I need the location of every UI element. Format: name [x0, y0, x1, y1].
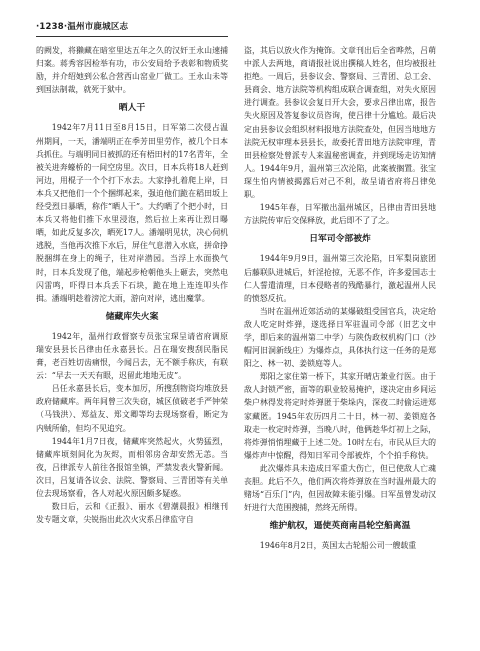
paragraph: 吕任永嘉县长后，变本加厉，所搜刮物资均堆放县政府储藏库。两年间曾三次失窃，城区侦破老手严钟荣（马钱洪）、郑益友、郑文卿等均去现场察看，断定为内贼所偷，但均不见追究。: [36, 384, 228, 433]
left-column: [36, 44, 228, 644]
section-heading: 储藏库失火案: [105, 311, 159, 322]
paragraph: 1944年1月7日夜，储藏库突然起火，火势猛烈，储藏库顷刻间化为灰烬，而相邻房舍却安然无恙。当夜，吕律派专人前往各报馆坐镇，严禁发表火警新闻。次日，吕复请各议会、法院、警察局、三青团等有关单位去现场察看，各人对起火原因颇多疑惑。: [36, 436, 228, 498]
paragraph: 的阙发，将獭藏在暗室里达五年之久的汉奸王永山速捕归案。蒋秀容因检举有功，市公安局给予表彰和物质奖励，并介绍她到公私合营西山窑业厂做工。王永山未等到国法制裁，就死于狱中。: [36, 46, 228, 95]
page-header: ·1238·温州市鹿城区志: [36, 22, 129, 32]
paragraph: 此次爆炸具未造成日军重大伤亡，但已使敌人亡魂丧胆。此后不久，他们两次将炸弹放在当时温州最大的赌场“百乐门”内，但因故障未能引爆。日军虽曾发动汉奸进行大范围搜捕，然终无所得。: [244, 463, 436, 513]
paragraph: 1942年7月11日至8月15日，日军第二次侵占温州期间，一天，潘端明正在季芳田里劳作，被几个日本兵抓住。与端明同日被抓的还有梧田村的17名青年，全被关进奔蠔桥的一间空房里。次日，日本兵将18人赶到河边，用棍子一个个打下水去。大家挣扎着爬上岸，日本兵又把他们一个个捆绑起来，强迫他们跪在稻田坂上经受烈日暴晒，称作“晒人干”。大约晒了个把小时，日本兵又将他们推下水里浸泡，然后拉上来再让烈日曝晒，如此反复多次，晒死17人。潘端明见状，决心伺机逃脱，当他再次推下水后，屏住气息潜入水底，拼命挣脱捆绑在身上的绳子，往对岸潜园。当浮上水面换气时，日本兵发现了他，端起步枪朝他头上砸去，突然电闪雷鸣，吓得日本兵丢下石块，跪在地上连连叩头作揖。潘端明趁着滂沱大雨，游向对岸，逃出魔掌。: [36, 123, 228, 303]
paragraph: 1944年9月9日，温州第三次沦陷，日军梨岗旅团后藤联队进城后，奸淫抢掠，无恶不作，许多爱国志士仁人誓遣清理，日本侵略者的残酷暴行，激起温州人民的愤怒反抗。: [244, 254, 436, 303]
paragraph: 1945年春，日军撤出温州城区，吕律由青田县地方法院传审后交保释放，此后即不了了之。: [244, 203, 436, 226]
header-rule: [36, 36, 228, 37]
section-heading: 维护航权，逼使英商南昌轮空船离温: [269, 521, 411, 532]
paragraph: 当时在温州近郊活动的某爆破组受国官兵，决定给敌人吃定时炸弹，遂选择日军驻温司令部（旧艺文中学，即后来的温州第二中学）与陕伪政权机构门口（沙帽河旧洞新线庄）为爆炸点，具体执行这一任务的是郑阳之、林一初、姜锁庭等人。: [244, 306, 436, 369]
paragraph: 盗，其后以放火作为掩饰。文章刊出后全省哗然，吕萌中派人去两地，商请报社说出撰稿人姓名，但均被报社拒绝。一周后，县参议会、警察局、三青团、总工会、县商会、地方法院等机构组成联合调查组，对失火原因进行调查。县参议会复日开大会，要求吕律出席，报告失火原因及答复参议员咨询，使吕律十分尴尬。最后决定由县参议会组织材料报地方法院查处，但因当地地方法院无权审理本县县长，故委托青田地方法院审理，青田县检察处曾派专人来温秘密调查，并到现场走访知情人。1944年9月，温州第三次沦陷，此案被搁置。张宝琛生怕内情被揭露后对己不利，故呈请省府将吕律免职。: [244, 46, 436, 200]
paragraph: 1942年，温州行政督察专员张宝琛呈请省府调原瑞安县县长吕律由任永嘉县长。吕在瑞安搜刮民脂民膏，老百姓切齿痛恨，今闻吕去，无不额手称庆，有联云：“早去一天天有眼，迟留此地地无皮”。: [36, 331, 228, 381]
section-heading: 日军司令部被炸: [309, 234, 371, 245]
section-heading: 晒人干: [118, 103, 146, 114]
paragraph: 数日后，云和《正报》、丽水《碧潮晨报》相继刊发专题文章，尖锐指出此次火灾系吕律监守自: [36, 502, 228, 525]
paragraph: 郑阳之家住第一桥下，其家开晴店兼业行医。由于敌人封锁严密，面等的职业较易掩护，遂决定由乡间运柴户林得发将定时炸弹匿于柴垛内，深夜二时偷运进郑家藏匿。1945年农历四月二十日，林一初、姜锁庭各取走一枚定时炸弹，当晚八时，他俩趁华灯初上之际，将炸弹悄悄埋藏于上述二处。10时左右，市民从巨大的爆炸声中惊醒，得知日军司令部被炸，个个拍手称快。: [244, 372, 436, 460]
right-column: [244, 44, 436, 644]
paragraph: 1946年8月2日，英国太古轮船公司一艘载重: [259, 541, 417, 551]
